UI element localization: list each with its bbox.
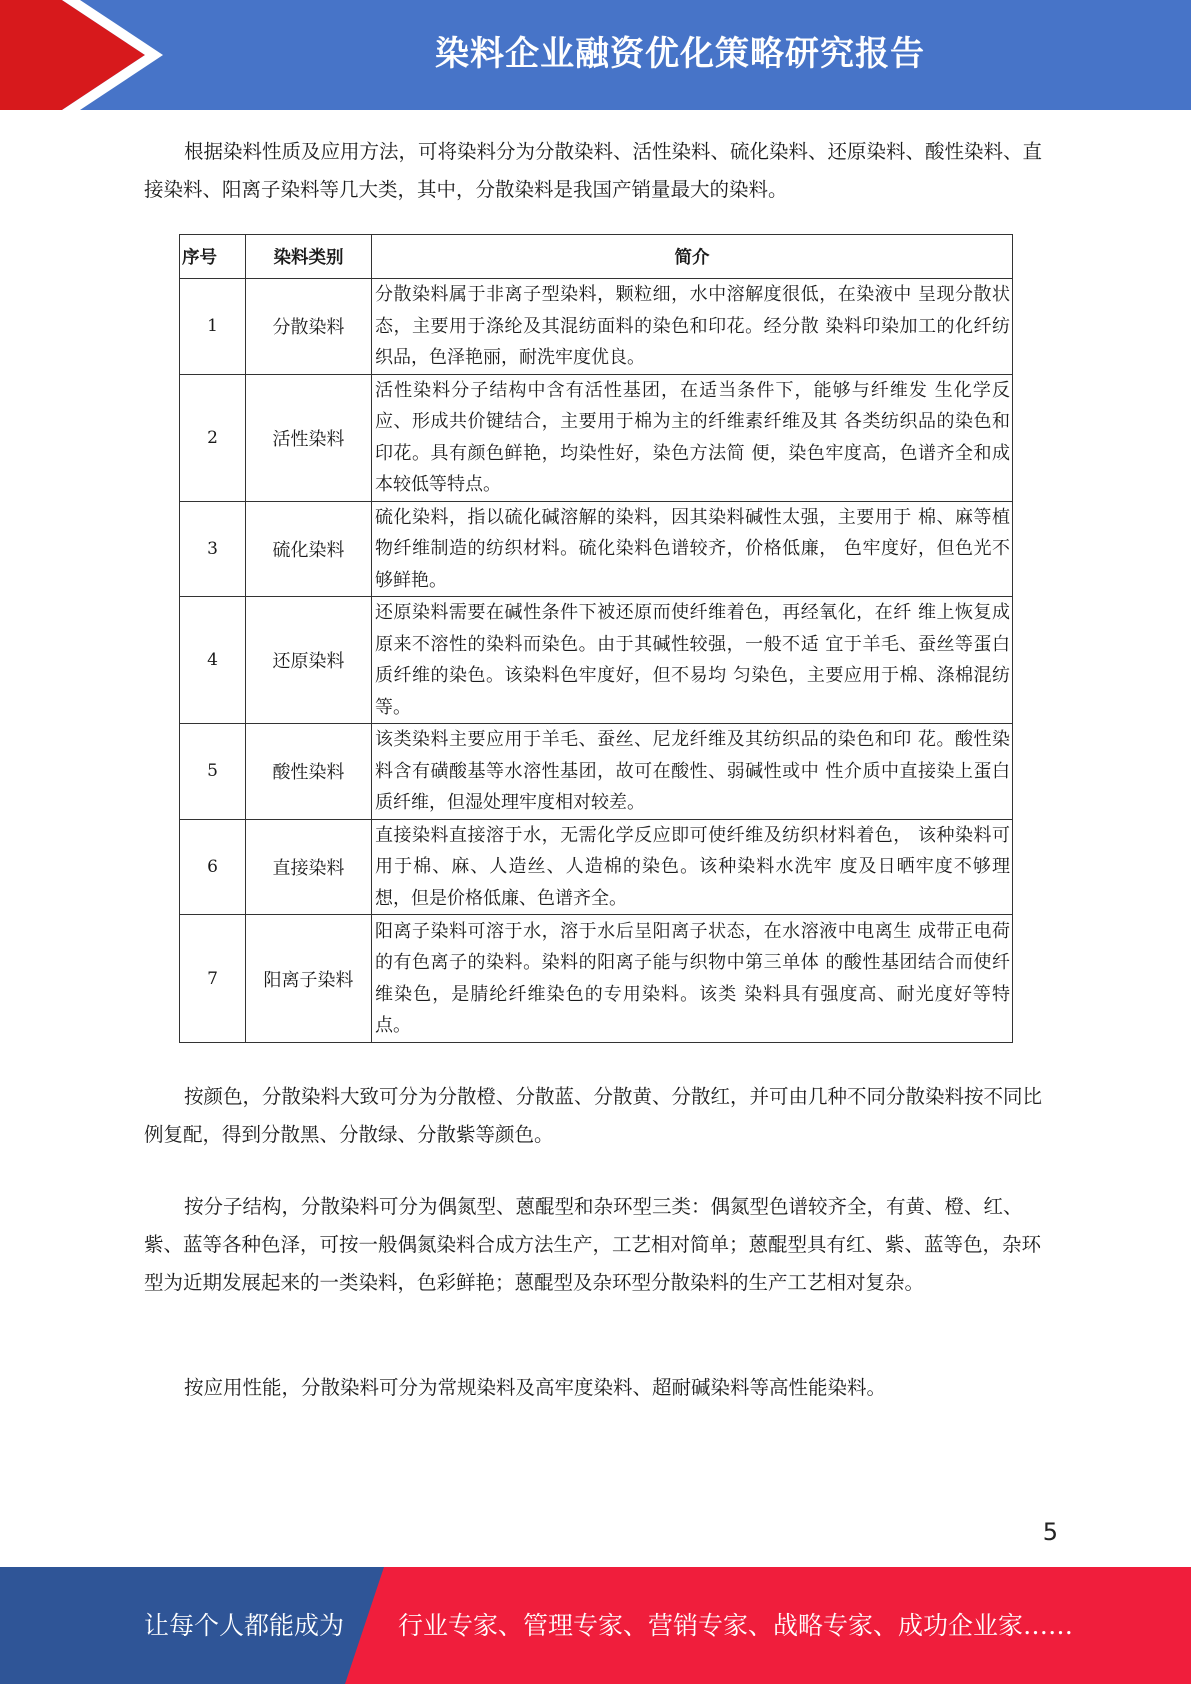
table-row bbox=[180, 819, 1013, 915]
footer-slogan-left: 让每个人都能成为 bbox=[144, 1611, 345, 1640]
page-header bbox=[0, 0, 1191, 110]
intro-paragraph: 根据染料性质及应用方法，可将染料分为分散染料、活性染料、硫化染料、还原染料、酸性染料、直接染料、阳离子染料等几大类，其中，分散染料是我国产销量最大的染料。 bbox=[144, 140, 1043, 201]
row-type: 还原染料 bbox=[246, 597, 372, 724]
table-row bbox=[180, 597, 1013, 724]
row-type: 分散染料 bbox=[246, 279, 372, 375]
page-footer bbox=[0, 1567, 1191, 1684]
by-structure-paragraph: 按分子结构，分散染料可分为偶氮型、蒽醌型和杂环型三类：偶氮型色谱较齐全，有黄、橙、红、紫、蓝等各种色泽，可按一般偶氮染料合成方法生产，工艺相对简单；蒽醌型具有红、紫、蓝等色，杂环型为近期发展起来的一类染料，色彩鲜艳；蒽醌型及杂环型分散染料的生产工艺相对复杂。 bbox=[144, 1195, 1042, 1294]
row-no: 6 bbox=[180, 819, 246, 915]
page-number: 5 bbox=[1042, 1518, 1058, 1546]
row-desc: 活性染料分子结构中含有活性基团，在适当条件下，能够与纤维发 生化学反应、形成共价键结合，主要用于棉为主的纤维素纤维及其 各类纺织品的染色和印花。具有颜色鲜艳，均染性好，染色方法简 便，染色牢度高，色谱齐全和成本较低等特点。 bbox=[372, 374, 1013, 501]
row-no: 2 bbox=[180, 374, 246, 501]
row-no: 4 bbox=[180, 597, 246, 724]
row-no: 1 bbox=[180, 279, 246, 375]
table-header-row bbox=[180, 235, 1013, 279]
table-row bbox=[180, 724, 1013, 820]
table-row bbox=[180, 501, 1013, 597]
row-type: 酸性染料 bbox=[246, 724, 372, 820]
table-row bbox=[180, 374, 1013, 501]
footer-slogan-right: 行业专家、管理专家、营销专家、战略专家、成功企业家…… bbox=[398, 1611, 1074, 1640]
dye-category-table bbox=[179, 234, 1013, 1043]
header-no: 序号 bbox=[180, 235, 246, 279]
row-type: 阳离子染料 bbox=[246, 915, 372, 1043]
row-no: 5 bbox=[180, 724, 246, 820]
header-desc: 简介 bbox=[372, 235, 1013, 279]
row-desc: 硫化染料，指以硫化碱溶解的染料，因其染料碱性太强，主要用于 棉、麻等植物纤维制造的纺织材料。硫化染料色谱较齐，价格低廉， 色牢度好，但色光不够鲜艳。 bbox=[372, 501, 1013, 597]
row-no: 3 bbox=[180, 501, 246, 597]
table-row bbox=[180, 915, 1013, 1043]
row-no: 7 bbox=[180, 915, 246, 1043]
row-desc: 该类染料主要应用于羊毛、蚕丝、尼龙纤维及其纺织品的染色和印 花。酸性染料含有磺酸基等水溶性基团，故可在酸性、弱碱性或中 性介质中直接染上蛋白质纤维，但湿处理牢度相对较差。 bbox=[372, 724, 1013, 820]
table-row bbox=[180, 279, 1013, 375]
header-type: 染料类别 bbox=[246, 235, 372, 279]
row-desc: 阳离子染料可溶于水，溶于水后呈阳离子状态，在水溶液中电离生 成带正电荷的有色离子的染料。染料的阳离子能与织物中第三单体 的酸性基团结合而使纤维染色，是腈纶纤维染色的专用染料。该类 染料具有强度高、耐光度好等特点。 bbox=[372, 915, 1013, 1043]
by-color-paragraph: 按颜色，分散染料大致可分为分散橙、分散蓝、分散黄、分散红，并可由几种不同分散染料按不同比例复配，得到分散黑、分散绿、分散紫等颜色。 bbox=[144, 1085, 1043, 1146]
row-type: 硫化染料 bbox=[246, 501, 372, 597]
report-title: 染料企业融资优化策略研究报告 bbox=[435, 34, 925, 74]
row-desc: 直接染料直接溶于水，无需化学反应即可使纤维及纺织材料着色， 该种染料可用于棉、麻、人造丝、人造棉的染色。该种染料水洗牢 度及日晒牢度不够理想，但是价格低廉、色谱齐全。 bbox=[372, 819, 1013, 915]
by-performance-paragraph: 按应用性能，分散染料可分为常规染料及高牢度染料、超耐碱染料等高性能染料。 bbox=[184, 1376, 887, 1399]
row-type: 直接染料 bbox=[246, 819, 372, 915]
row-type: 活性染料 bbox=[246, 374, 372, 501]
row-desc: 还原染料需要在碱性条件下被还原而使纤维着色，再经氧化，在纤 维上恢复成原来不溶性的染料而染色。由于其碱性较强，一般不适 宜于羊毛、蚕丝等蛋白质纤维的染色。该染料色牢度好，但不易均 匀染色，主要应用于棉、涤棉混纺等。 bbox=[372, 597, 1013, 724]
row-desc: 分散染料属于非离子型染料，颗粒细，水中溶解度很低，在染液中 呈现分散状态，主要用于涤纶及其混纺面料的染色和印花。经分散 染料印染加工的化纤纺织品，色泽艳丽，耐洗牢度优良。 bbox=[372, 279, 1013, 375]
